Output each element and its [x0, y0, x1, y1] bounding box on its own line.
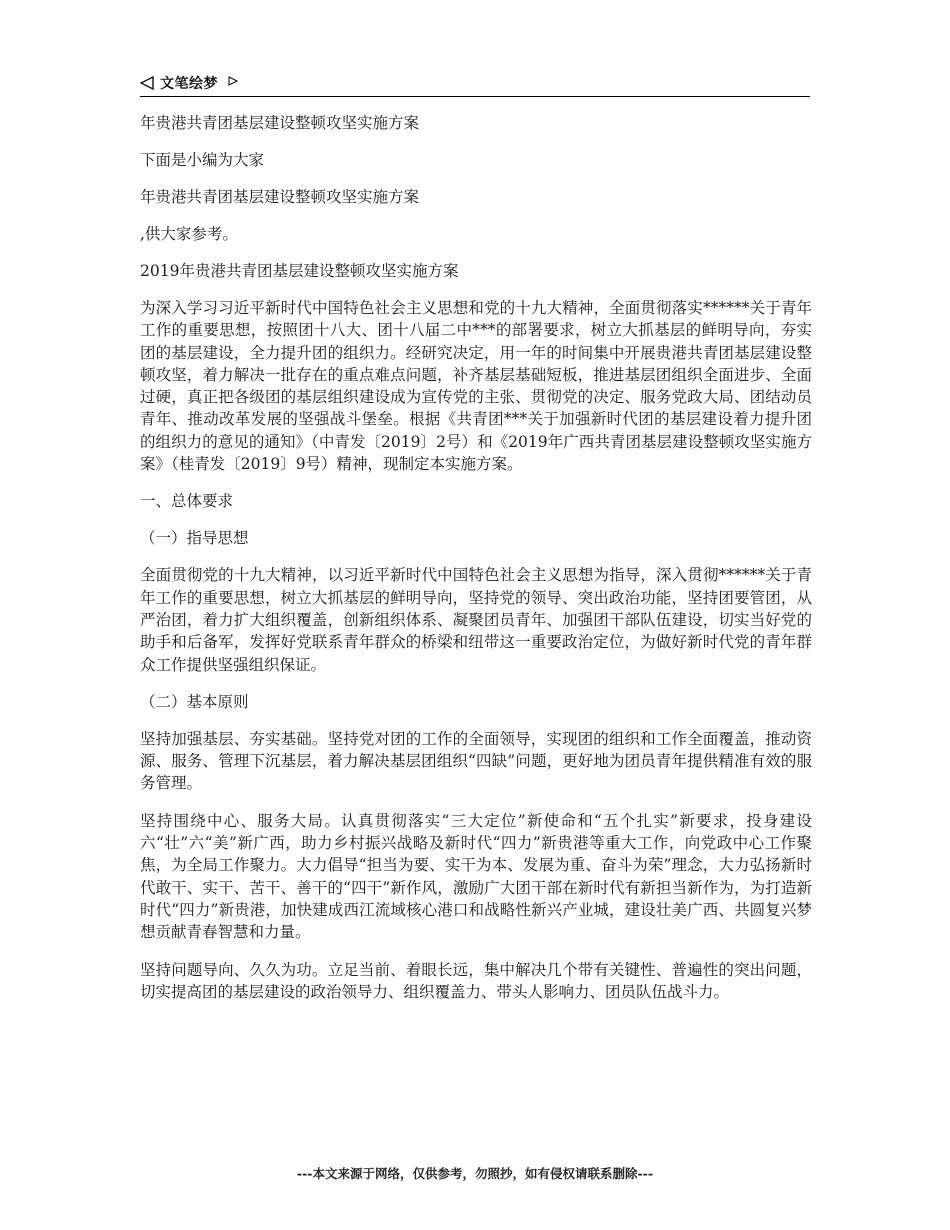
paragraph: 全面贯彻党的十九大精神，以习近平新时代中国特色社会主义思想为指导，深入贯彻******关于青年工作的重要思想，树立大抓基层的鲜明导向，坚持党的领导、突出政治功能，坚持团要管团，从严治团，着力扩大组织覆盖，创新组织体系、凝聚团员青年、加强团干部队伍建设，切实当好党的助手和后备军，发挥好党联系青年群众的桥梁和纽带这一重要政治定位，为做好新时代党的青年群众工作提供坚强组织保证。: [140, 566, 812, 674]
intro-paragraph: 为深入学习习近平新时代中国特色社会主义思想和党的十九大精神，全面贯彻落实******关于青年工作的重要思想，按照团十八大、团十八届二中***的部署要求，树立大抓基层的鲜明导向，夯实团的基层建设，全力提升团的组织力。经研究决定，用一年的时间集中开展贵港共青团基层建设整顿攻坚，着力解决一批存在的重点难点问题，补齐基层基础短板，推进基层团组织全面进步、全面过硬，真正把各级团的基层组织建设成为宣传党的主张、贯彻党的决定、服务党政大局、团结动员青年、推动改革发展的坚强战斗堡垒。根据《共青团***关于加强新时代团的基层建设着力提升团的组织力的意见的通知》（中青发〔2019〕2号）和《2019年广西共青团基层建设整顿攻坚实施方案》（桂青发〔2019〕9号）精神，现制定本实施方案。: [140, 299, 812, 474]
text-line: ,供大家参考。: [140, 225, 238, 243]
document-body: [140, 112, 812, 1018]
subsection-heading: （二）基本原则: [140, 692, 249, 711]
subsection-heading: （一）指导思想: [140, 529, 249, 548]
text-line: 年贵港共青团基层建设整顿攻坚实施方案: [140, 188, 420, 206]
text-line: 年贵港共青团基层建设整顿攻坚实施方案: [140, 114, 420, 132]
paragraph: 坚持加强基层、夯实基础。坚持党对团的工作的全面领导，实现团的组织和工作全面覆盖，推动资源、服务、管理下沉基层，着力解决基层团组织“四缺”问题，更好地为团员青年提供精准有效的服务管理。: [140, 729, 812, 793]
page-header: [140, 70, 810, 97]
paragraph: 坚持问题导向、久久为功。立足当前、着眼长远，集中解决几个带有关键性、普遍性的突出问题，切实提高团的基层建设的政治领导力、组织覆盖力、带头人影响力、团员队伍战斗力。: [140, 960, 812, 1001]
footer-notice: ---本文来源于网络，仅供参考，勿照抄，如有侵权请联系删除---: [296, 1166, 654, 1181]
triangle-left-icon: [140, 76, 154, 90]
section-heading: 一、总体要求: [140, 492, 234, 511]
text-line: 下面是小编为大家: [140, 151, 265, 169]
paragraph: 坚持围绕中心、服务大局。认真贯彻落实“三大定位”新使命和“五个扎实”新要求，投身建设六“壮”六“美”新广西，助力乡村振兴战略及新时代“四力”新贵港等重大工作，向党政中心工作聚焦，为全局工作聚力。大力倡导“担当为要、实干为本、发展为重、奋斗为荣”理念，大力弘扬新时代敢干、实干、苦干、善干的“四干”新作风，激励广大团干部在新时代有新担当新作为，为打造新时代“四力”新贵港，加快建成西江流域核心港口和战略性新兴产业城，建设壮美广西、共圆复兴梦想贡献青春智慧和力量。: [140, 811, 812, 942]
triangle-right-icon: [228, 76, 238, 86]
brand-name: 文笔绘梦: [160, 76, 218, 92]
document-title: 2019年贵港共青团基层建设整顿攻坚实施方案: [140, 262, 459, 280]
